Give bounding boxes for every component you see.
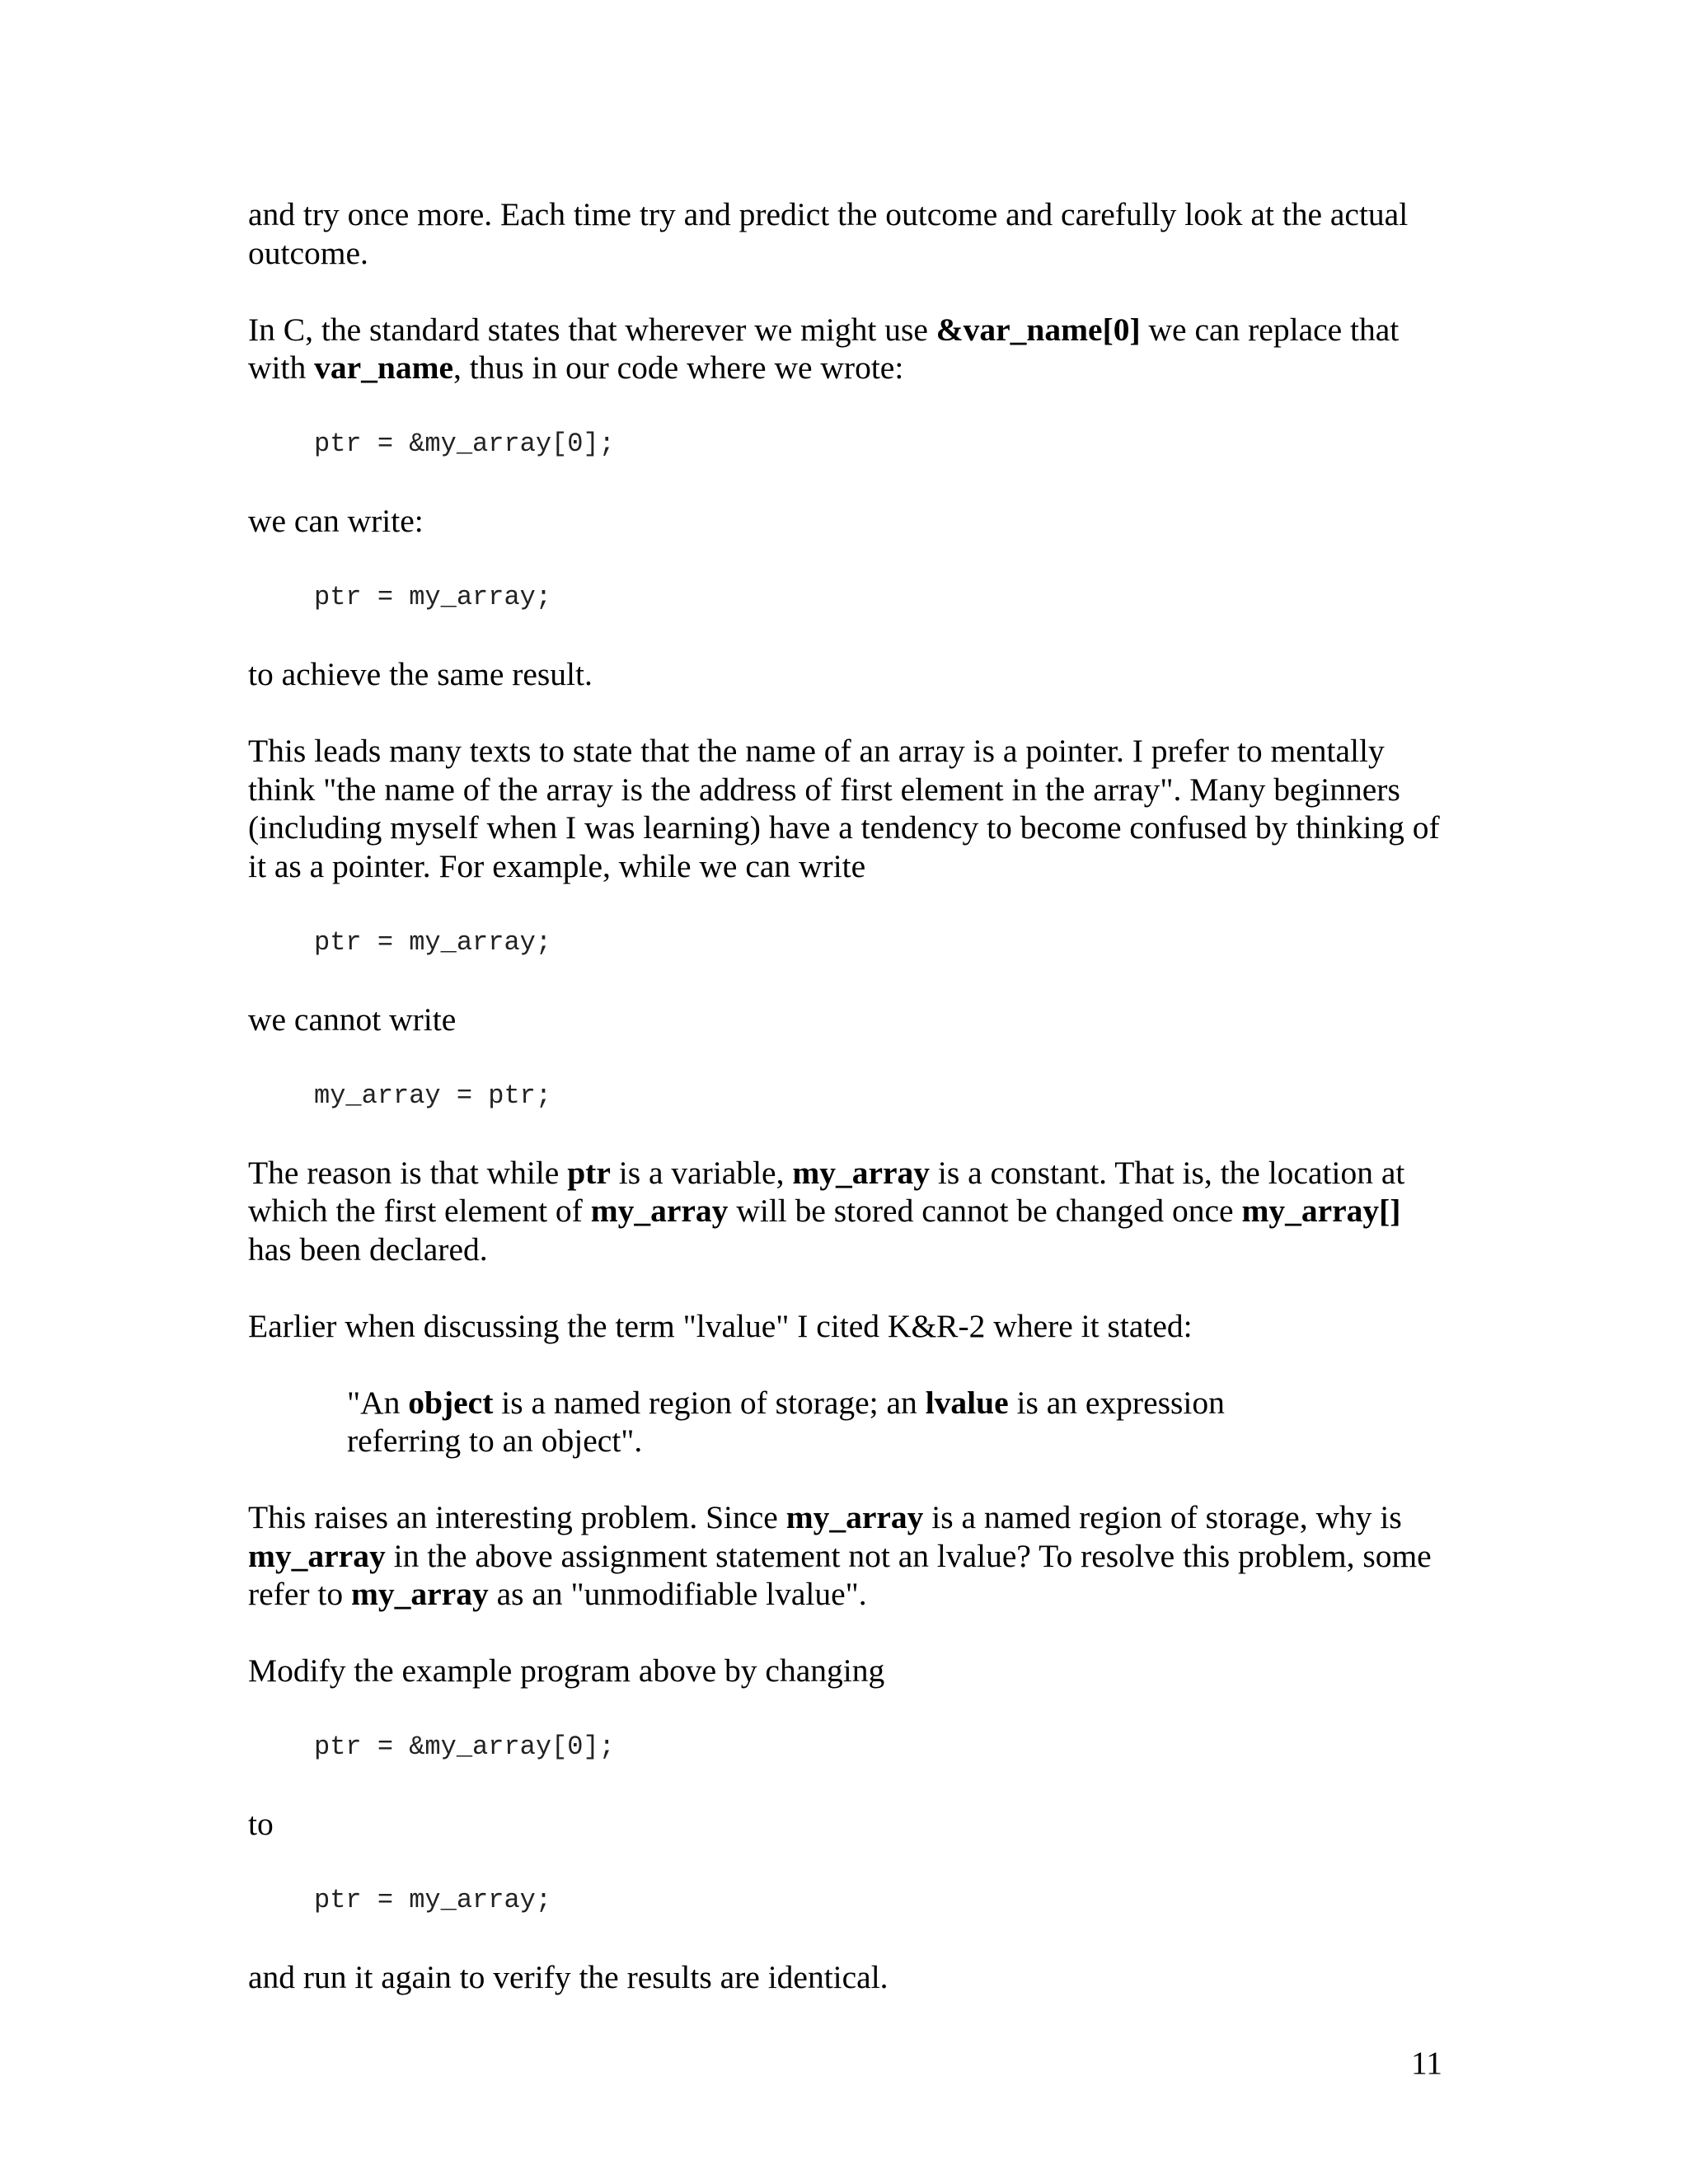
code-line: ptr = my_array; [314, 1885, 552, 1915]
paragraph-same-result: to achieve the same result. [248, 656, 593, 692]
paragraph-interesting-problem [248, 1498, 1451, 1614]
paragraph-intro: and try once more. Each time try and predict the outcome and carefully look at the actual outcome. [248, 196, 1409, 271]
block-quote [347, 1384, 1254, 1460]
code-line: ptr = my_array; [314, 926, 552, 958]
page-content [248, 195, 1451, 2035]
bold-term: my_array [785, 1499, 924, 1535]
code-line: ptr = &my_array[0]; [314, 429, 615, 459]
paragraph-to: to [248, 1806, 274, 1842]
bold-term: &var_name[0] [935, 311, 1141, 348]
bold-term: my_array [590, 1193, 729, 1229]
text-run: has been declared. [248, 1230, 488, 1268]
bold-term: my_array [351, 1576, 489, 1612]
text-run: , thus in our code where we wrote: [453, 349, 904, 386]
bold-term: my_array [792, 1154, 931, 1191]
page-number: 11 [1410, 2045, 1442, 2081]
code-line: ptr = my_array; [314, 582, 552, 612]
paragraph-lvalue-citation: Earlier when discussing the term "lvalue" I cited K&R-2 where it stated: [248, 1307, 1193, 1344]
text-run: In C, the standard states that wherever we might use [248, 311, 936, 348]
paragraph-modify: Modify the example program above by changing [248, 1652, 885, 1689]
paragraph-reason [248, 1154, 1451, 1269]
text-run: The reason is that while [248, 1154, 568, 1191]
text-run: is an expression referring to an object". [347, 1384, 1225, 1459]
paragraph-cannot-write: we cannot write [248, 1001, 457, 1038]
paragraph-standard [248, 311, 1451, 387]
paragraph-we-can-write: we can write: [248, 503, 424, 539]
bold-term: my_array[] [1241, 1193, 1401, 1229]
bold-term: var_name [314, 349, 454, 386]
text-run: in the above assignment statement not an lvalue? To resolve this problem, some refer to [248, 1537, 1432, 1612]
text-run: is a constant. That is, the location at which the first element of [248, 1154, 1405, 1229]
text-run: is a variable, [610, 1154, 793, 1191]
text-run: is a named region of storage; an [493, 1384, 926, 1421]
text-run: we can replace that with [248, 311, 1400, 386]
bold-term: object [408, 1384, 494, 1421]
paragraph-run-again: and run it again to verify the results are identical. [248, 1959, 889, 1995]
bold-term: my_array [248, 1537, 386, 1574]
code-line: ptr = &my_array[0]; [314, 1732, 615, 1762]
paragraph-array-name: This leads many texts to state that the name of an array is a pointer. I prefer to mentally think "the name of the array is the address of first element in the array". Many beginners (including myself when I was learning) have a tendency to become confused by thinking of it as a pointer. For example, while we can write [248, 733, 1440, 884]
bold-term: lvalue [925, 1384, 1009, 1421]
text-run: is a named region of storage, why is [923, 1499, 1402, 1535]
text-run: as an "unmodifiable lvalue". [488, 1576, 867, 1612]
code-line: my_array = ptr; [314, 1080, 552, 1111]
text-run: "An [347, 1384, 409, 1421]
text-run: This raises an interesting problem. Since [248, 1499, 786, 1535]
text-run: will be stored cannot be changed once [728, 1193, 1242, 1229]
bold-term: ptr [567, 1154, 611, 1191]
